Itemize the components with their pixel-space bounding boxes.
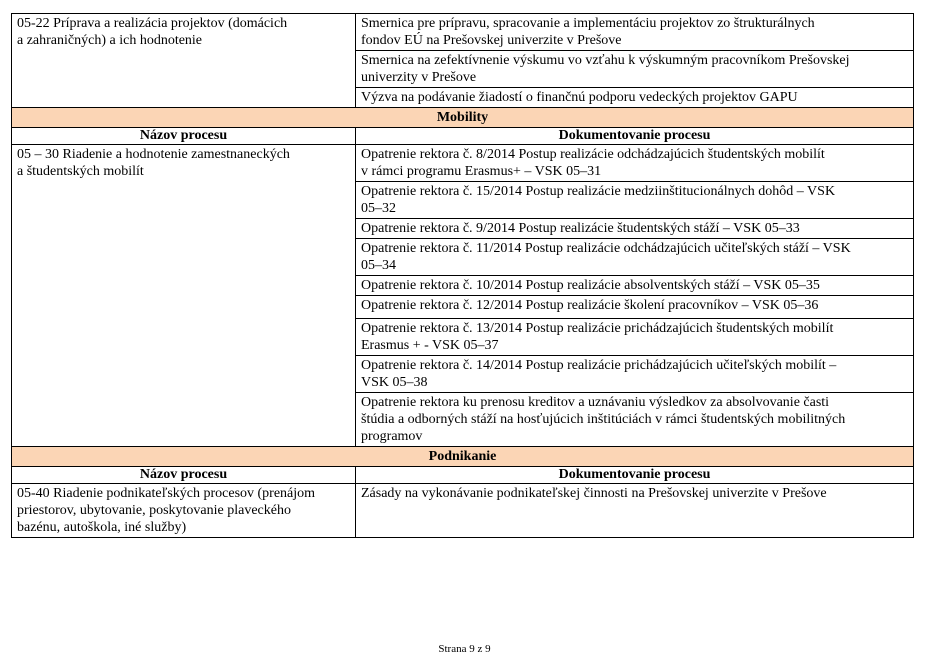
process-name-cell: 05 – 30 Riadenie a hodnotenie zamestnaneckých a študentských mobilít — [12, 145, 356, 447]
column-header-row — [12, 467, 914, 484]
table-row — [12, 14, 914, 51]
document-cell: Opatrenie rektora č. 14/2014 Postup realizácie prichádzajúcich učiteľských mobilít – VSK 05–38 — [356, 356, 914, 393]
column-header-process: Názov procesu — [12, 467, 356, 484]
document-cell: Opatrenie rektora č. 11/2014 Postup realizácie odchádzajúcich učiteľských stáží – VSK 05–34 — [356, 239, 914, 276]
column-header-docs: Dokumentovanie procesu — [356, 128, 914, 145]
document-cell: Opatrenie rektora č. 13/2014 Postup realizácie prichádzajúcich študentských mobilít Erasmus + - VSK 05–37 — [356, 319, 914, 356]
document-cell: Opatrenie rektora č. 10/2014 Postup realizácie absolventských stáží – VSK 05–35 — [356, 276, 914, 296]
section-header-podnikanie — [12, 447, 914, 467]
process-table — [11, 13, 914, 538]
document-cell: Zásady na vykonávanie podnikateľskej činnosti na Prešovskej univerzite v Prešove — [356, 484, 914, 538]
document-cell: Opatrenie rektora č. 9/2014 Postup realizácie študentských stáží – VSK 05–33 — [356, 219, 914, 239]
process-name-cell: 05-22 Príprava a realizácia projektov (domácich a zahraničných) a ich hodnotenie — [12, 14, 356, 108]
column-header-process: Názov procesu — [12, 128, 356, 145]
page-number: Strana 9 z 9 — [438, 643, 491, 655]
document-cell: Smernica na zefektívnenie výskumu vo vzťahu k výskumným pracovníkom Prešovskej univerzity v Prešove — [356, 51, 914, 88]
section-title: Mobility — [12, 108, 914, 128]
document-cell: Opatrenie rektora č. 15/2014 Postup realizácie medziinštitucionálnych dohôd – VSK 05–32 — [356, 182, 914, 219]
document-cell: Opatrenie rektora ku prenosu kreditov a uznávaniu výsledkov za absolvovanie časti štúdia a odborných stáží na hosťujúcich inštitúciách v rámci študentských mobilitných programov — [356, 393, 914, 447]
column-header-row — [12, 128, 914, 145]
document-cell: Smernica pre prípravu, spracovanie a implementáciu projektov zo štrukturálnych fondov EÚ na Prešovskej univerzite v Prešove — [356, 14, 914, 51]
process-name-cell: 05-40 Riadenie podnikateľských procesov (prenájom priestorov, ubytovanie, poskytovanie plaveckého bazénu, autoškola, iné služby) — [12, 484, 356, 538]
section-header-mobility — [12, 108, 914, 128]
table-row — [12, 484, 914, 538]
document-cell: Opatrenie rektora č. 12/2014 Postup realizácie školení pracovníkov – VSK 05–36 — [356, 296, 914, 319]
document-cell: Opatrenie rektora č. 8/2014 Postup realizácie odchádzajúcich študentských mobilít v rámci programu Erasmus+ – VSK 05–31 — [356, 145, 914, 182]
document-cell: Výzva na podávanie žiadostí o finančnú podporu vedeckých projektov GAPU — [356, 88, 914, 108]
column-header-docs: Dokumentovanie procesu — [356, 467, 914, 484]
table-row — [12, 145, 914, 182]
section-title: Podnikanie — [12, 447, 914, 467]
